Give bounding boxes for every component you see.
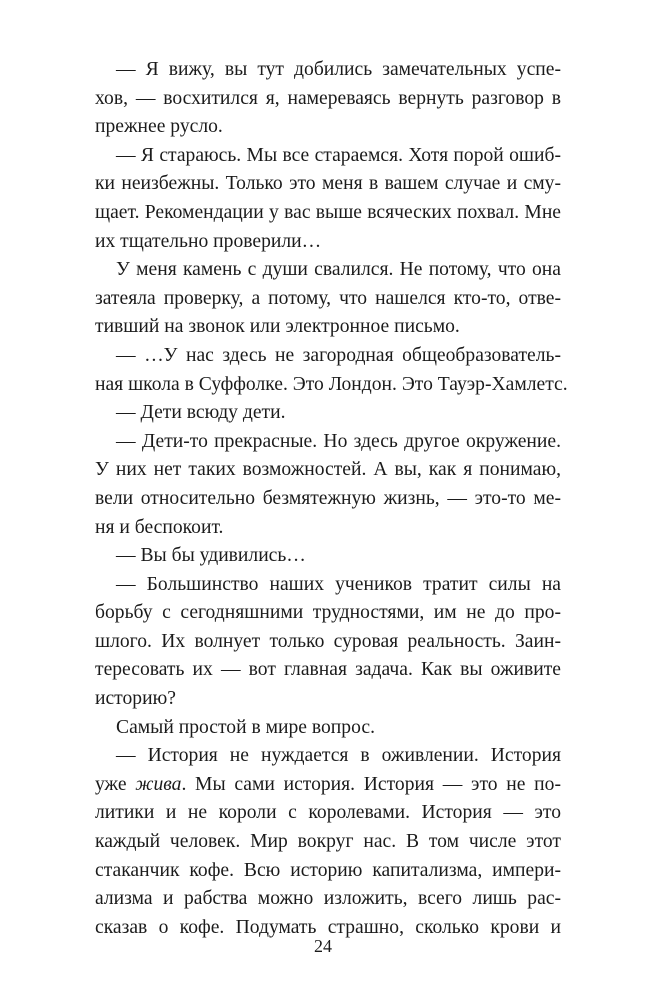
text-line: ки неизбежны. Только это меня в вашем случае и сму- — [95, 173, 561, 195]
text-line: ализма и рабства можно изложить, всего лишь рас- — [95, 888, 561, 910]
text-line: — История не нуждается в оживлении. История — [116, 745, 561, 767]
text-line: — Дети-то прекрасные. Но здесь другое окружение. — [116, 430, 561, 452]
text-line: — Вы бы удивились… — [116, 545, 306, 567]
text-line: стаканчик кофе. Всю историю капитализма, импери- — [95, 859, 561, 881]
text-line: их тщательно проверили… — [95, 230, 322, 252]
text-line: — …У нас здесь не загородная общеобразователь- — [116, 344, 561, 366]
text-line: каждый человек. Мир вокруг нас. В том числе этот — [95, 831, 561, 853]
text-line: уже жива. Мы сами история. История — это не по- — [95, 773, 561, 795]
text-line: вели относительно безмятежную жизнь, — это-то ме- — [95, 487, 561, 509]
emphasis: жива — [135, 773, 182, 795]
text-line: хов, — восхитился я, намереваясь вернуть разговор в — [95, 87, 561, 109]
text-line: тересовать их — вот главная задача. Как вы оживите — [95, 659, 561, 681]
text-line: шлого. Их волнует только суровая реальность. Заин- — [95, 630, 561, 652]
text-line: историю? — [95, 688, 176, 710]
page-text — [95, 56, 568, 942]
text-line: У меня камень с души свалился. Не потому, что она — [116, 259, 561, 281]
text-line: щает. Рекомендации у вас выше всяческих похвал. Мне — [95, 201, 561, 223]
text-line: — Дети всюду дети. — [116, 402, 286, 424]
page-number: 24 — [314, 936, 332, 956]
text-line: затеяла проверку, а потому, что нашелся кто-то, отве- — [95, 287, 561, 309]
text-line: сказав о кофе. Подумать страшно, сколько крови и — [95, 916, 561, 938]
text-line: — Я вижу, вы тут добились замечательных успе- — [116, 59, 561, 80]
text-line: прежнее русло. — [95, 116, 223, 138]
text-line: ня и беспокоит. — [95, 516, 224, 538]
text-line: ная школа в Суффолке. Это Лондон. Это Тауэр-Хамлетс. — [95, 373, 568, 395]
text-line: Самый простой в мире вопрос. — [116, 716, 375, 738]
text-line: тивший на звонок или электронное письмо. — [95, 316, 460, 338]
text-line: литики и не короли с королевами. История — это — [95, 802, 561, 824]
text-line: — Я стараюсь. Мы все стараемся. Хотя порой ошиб- — [116, 144, 561, 166]
text-line: — Большинство наших учеников тратит силы на — [116, 573, 561, 595]
text-line: У них нет таких возможностей. А вы, как я понимаю, — [95, 459, 561, 481]
text-line: борьбу с сегодняшними трудностями, им не до про- — [95, 602, 561, 624]
